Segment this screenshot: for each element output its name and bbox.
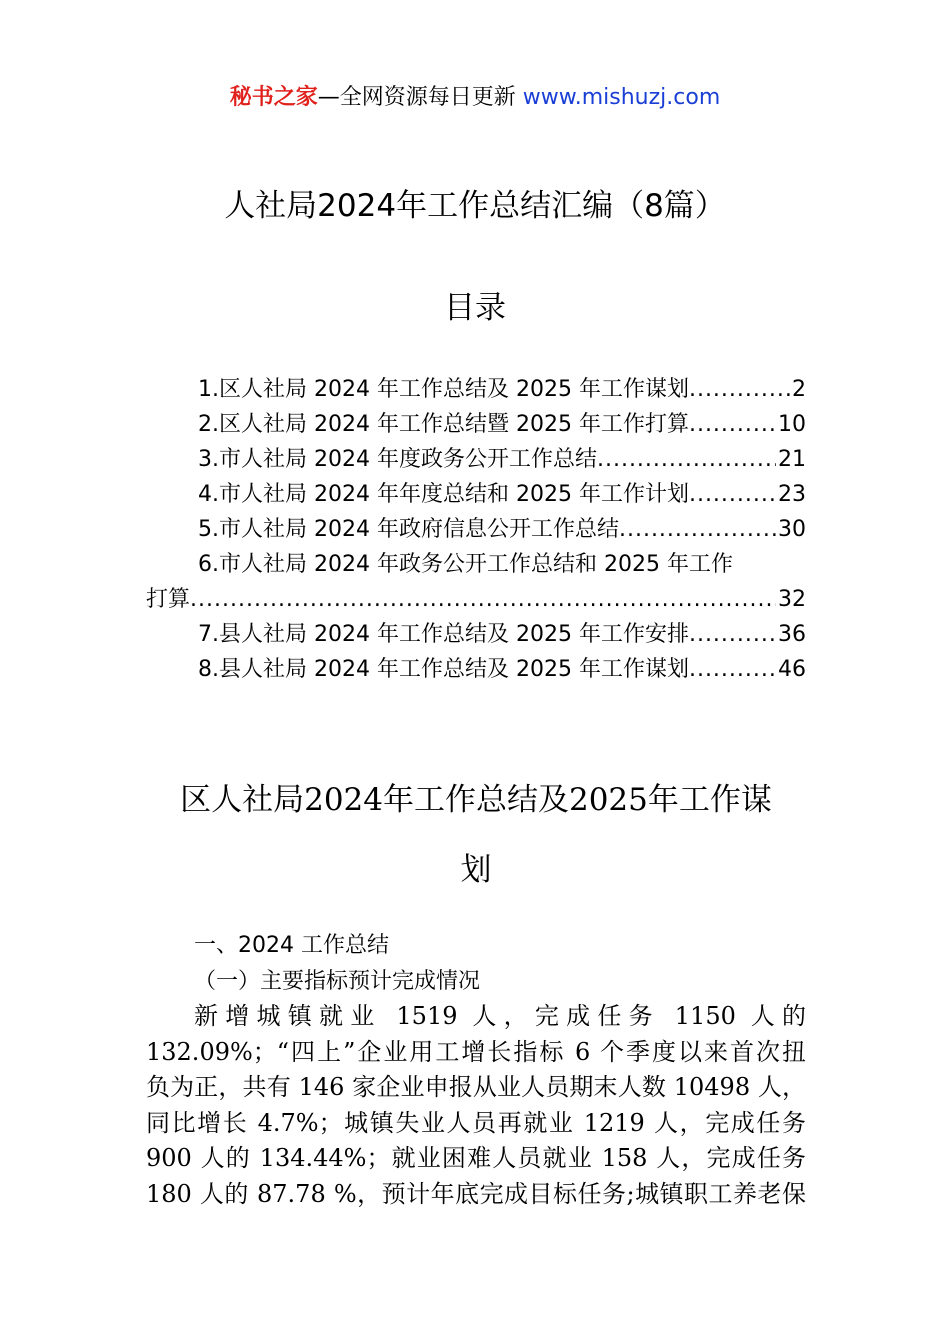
toc-entry-title: 8.县人社局 2024 年工作总结及 2025 年工作谋划 <box>198 657 689 682</box>
brand-name: 秘书之家 <box>229 85 318 110</box>
paragraph-line: 180 人的 87.78 %，预计年底完成目标任务;城镇职工养老保 <box>146 1179 806 1208</box>
toc-entry-title: 3.市人社局 2024 年度政务公开工作总结 <box>198 447 597 472</box>
toc-entry-title[interactable]: 6.市人社局 2024 年政务公开工作总结和 2025 年工作 <box>198 552 733 577</box>
toc-leader <box>689 617 776 652</box>
paragraph-line: 同比增长 4.7%；城镇失业人员再就业 1219 人，完成任务 <box>146 1108 806 1137</box>
banner-tagline: —全网资源每日更新 <box>317 85 523 110</box>
table-of-contents <box>146 372 806 687</box>
toc-leader <box>689 407 776 442</box>
toc-entry-title: 1.区人社局 2024 年工作总结及 2025 年工作谋划 <box>198 377 689 402</box>
toc-entry-page: 32 <box>778 587 806 612</box>
section-title-line: 划 <box>460 852 492 888</box>
toc-entry[interactable] <box>146 652 806 687</box>
toc-leader <box>619 512 776 547</box>
toc-leader <box>689 477 776 512</box>
toc-entry-page: 23 <box>778 482 806 507</box>
paragraph-line: 新增城镇就业 1519 人，完成任务 1150 人的 <box>194 1002 806 1030</box>
heading-level-1: 一、2024 工作总结 <box>194 933 389 958</box>
section-title-line: 区人社局2024年工作总结及2025年工作谋 <box>180 782 772 818</box>
toc-entry-title-continued: 打算 <box>146 587 191 612</box>
section-body <box>146 928 806 1212</box>
toc-entry-title: 2.区人社局 2024 年工作总结暨 2025 年工作打算 <box>198 412 689 437</box>
toc-leader <box>597 442 776 477</box>
toc-entry-title: 5.市人社局 2024 年政府信息公开工作总结 <box>198 517 619 542</box>
toc-entry[interactable] <box>146 477 806 512</box>
toc-entry[interactable] <box>146 512 806 547</box>
toc-leader <box>689 372 790 407</box>
toc-entry-page: 36 <box>778 622 806 647</box>
paragraph-line: 负为正，共有 146 家企业申报从业人员期末人数 10498 人， <box>146 1073 806 1101</box>
body-paragraph <box>146 999 806 1212</box>
toc-entry-page: 2 <box>792 377 806 402</box>
toc-entry[interactable] <box>146 582 806 617</box>
toc-entry-page: 30 <box>778 517 806 542</box>
document-title: 人社局2024年工作总结汇编（8篇） <box>224 188 726 224</box>
site-banner <box>0 80 950 111</box>
toc-entry-page: 10 <box>778 412 806 437</box>
toc-leader <box>689 652 776 687</box>
heading-level-2: （一）主要指标预计完成情况 <box>194 968 481 994</box>
toc-entry[interactable] <box>146 407 806 442</box>
paragraph-line: 900 人的 134.44%；就业困难人员就业 158 人，完成任务 <box>146 1144 806 1172</box>
paragraph-line: 132.09%；“四上”企业用工增长指标 6 个季度以来首次扭 <box>146 1037 806 1066</box>
toc-heading: 目录 <box>444 290 506 326</box>
toc-entry[interactable] <box>146 617 806 652</box>
site-url-link[interactable]: www.mishuzj.com <box>522 85 721 110</box>
toc-entry-page: 46 <box>778 657 806 682</box>
section-title <box>146 765 806 905</box>
toc-entry[interactable] <box>146 372 806 407</box>
toc-entry-page: 21 <box>778 447 806 472</box>
toc-entry-title: 4.市人社局 2024 年年度总结和 2025 年工作计划 <box>198 482 689 507</box>
toc-entry-title: 7.县人社局 2024 年工作总结及 2025 年工作安排 <box>198 622 689 647</box>
toc-leader <box>190 582 776 617</box>
toc-entry[interactable] <box>146 442 806 477</box>
